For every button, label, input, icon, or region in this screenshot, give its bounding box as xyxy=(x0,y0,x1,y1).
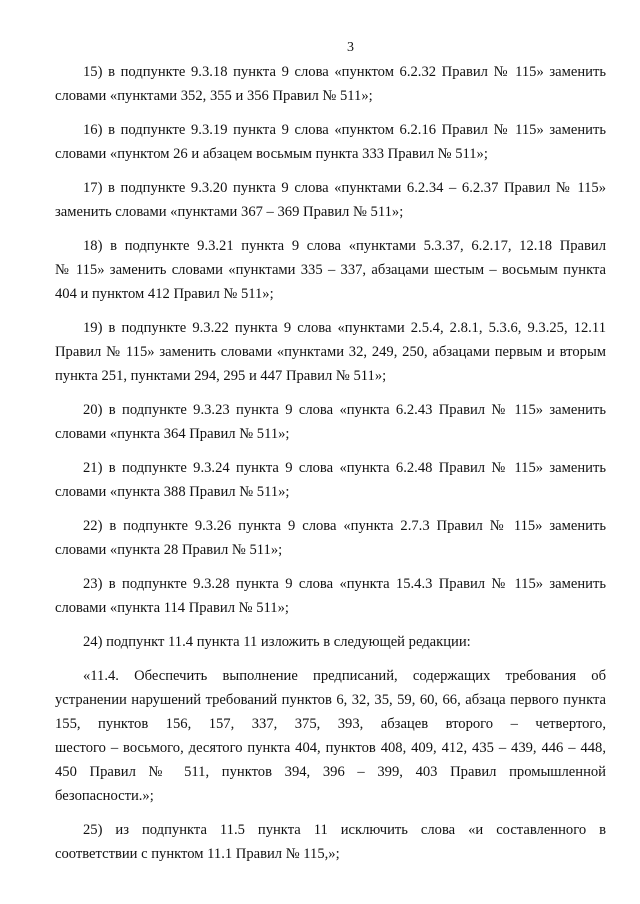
paragraph-24 xyxy=(55,630,606,654)
text-line: 15) в подпункте 9.3.18 пункта 9 слова «пунктом 6.2.32 Правил № 115» заменить xyxy=(83,64,606,80)
paragraph-25 xyxy=(55,818,606,866)
text-line: № 115» заменить словами «пунктами 335 – 337, абзацами шестым – восьмым пункта xyxy=(55,262,606,278)
paragraph-18 xyxy=(55,234,606,306)
text-line: шестого – восьмого, десятого пункта 404, пунктов 408, 409, 412, 435 – 439, 446 – 448, xyxy=(55,740,606,756)
page-number: 3 xyxy=(347,40,354,55)
text-line: «11.4. Обеспечить выполнение предписаний, содержащих требования об xyxy=(83,668,606,684)
text-line: словами «пунктами 352, 355 и 356 Правил № 511»; xyxy=(55,88,373,104)
text-line: 16) в подпункте 9.3.19 пункта 9 слова «пунктом 6.2.16 Правил № 115» заменить xyxy=(83,122,606,138)
text-line: 450 Правил № 511, пунктов 394, 396 – 399, 403 Правил промышленной xyxy=(55,764,606,780)
text-line: словами «пунктом 26 и абзацем восьмым пункта 333 Правил № 511»; xyxy=(55,146,488,162)
paragraph-22 xyxy=(55,514,606,562)
text-line: соответствии с пунктом 11.1 Правил № 115,»; xyxy=(55,846,340,862)
text-line: 404 и пунктом 412 Правил № 511»; xyxy=(55,286,274,302)
text-line: словами «пункта 28 Правил № 511»; xyxy=(55,542,283,558)
text-line: 18) в подпункте 9.3.21 пункта 9 слова «пунктами 5.3.37, 6.2.17, 12.18 Правил xyxy=(83,238,606,254)
text-line: 22) в подпункте 9.3.26 пункта 9 слова «пункта 2.7.3 Правил № 115» заменить xyxy=(83,518,606,534)
text-line: 24) подпункт 11.4 пункта 11 изложить в следующей редакции: xyxy=(83,634,471,650)
paragraph-16 xyxy=(55,118,606,166)
text-line: 19) в подпункте 9.3.22 пункта 9 слова «пунктами 2.5.4, 2.8.1, 5.3.6, 9.3.25, 12.11 xyxy=(83,320,606,336)
text-line: 25) из подпункта 11.5 пункта 11 исключить слова «и составленного в xyxy=(83,822,606,838)
text-line: 17) в подпункте 9.3.20 пункта 9 слова «пунктами 6.2.34 – 6.2.37 Правил № 115» xyxy=(83,180,606,196)
text-line: безопасности.»; xyxy=(55,788,154,804)
paragraph-19 xyxy=(55,316,606,388)
paragraph-23 xyxy=(55,572,606,620)
paragraph-11-4-text xyxy=(55,664,606,808)
paragraph-15 xyxy=(55,60,606,108)
text-line: словами «пункта 114 Правил № 511»; xyxy=(55,600,289,616)
text-line: 23) в подпункте 9.3.28 пункта 9 слова «пункта 15.4.3 Правил № 115» заменить xyxy=(83,576,606,592)
text-line: пункта 251, пунктами 294, 295 и 447 Правил № 511»; xyxy=(55,368,387,384)
text-line: заменить словами «пунктами 367 – 369 Правил № 511»; xyxy=(55,204,404,220)
text-line: устранении нарушений требований пунктов 6, 32, 35, 59, 60, 66, абзаца первого пункта xyxy=(55,692,606,708)
paragraph-20 xyxy=(55,398,606,446)
paragraph-21 xyxy=(55,456,606,504)
text-line: 21) в подпункте 9.3.24 пункта 9 слова «пункта 6.2.48 Правил № 115» заменить xyxy=(83,460,606,476)
text-line: 20) в подпункте 9.3.23 пункта 9 слова «пункта 6.2.43 Правил № 115» заменить xyxy=(83,402,606,418)
text-line: словами «пункта 388 Правил № 511»; xyxy=(55,484,290,500)
paragraph-17 xyxy=(55,176,606,224)
text-line: 155, пунктов 156, 157, 337, 375, 393, абзацев второго – четвертого, xyxy=(55,716,606,732)
text-line: Правил № 115» заменить словами «пунктами 32, 249, 250, абзацами первым и вторым xyxy=(55,344,606,360)
text-line: словами «пункта 364 Правил № 511»; xyxy=(55,426,290,442)
